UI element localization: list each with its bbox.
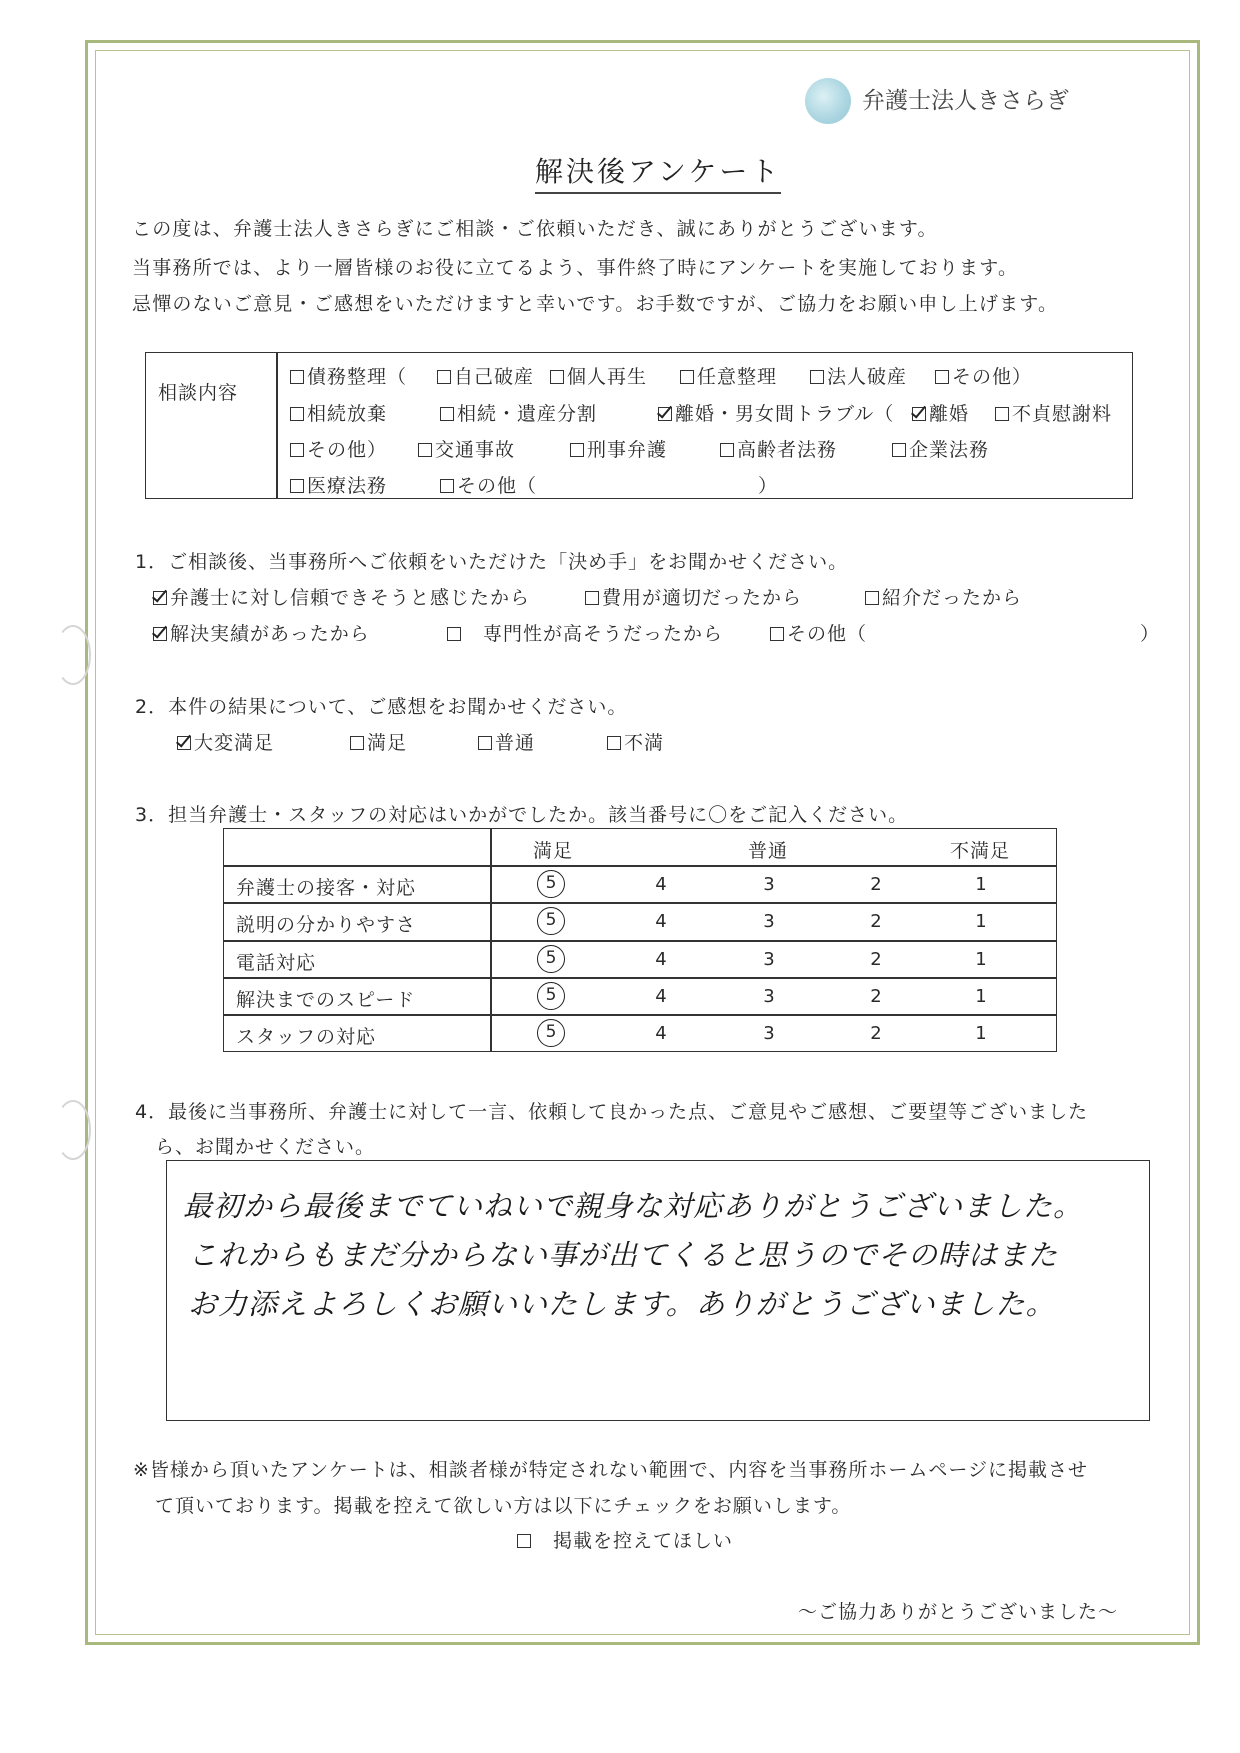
rating-option-selected[interactable]: 5 — [537, 1019, 565, 1047]
consult-option-corporate[interactable]: 企業法務 — [892, 435, 989, 462]
checkbox[interactable] — [770, 627, 784, 641]
checkbox[interactable] — [418, 443, 432, 457]
rating-option[interactable]: 4 — [655, 874, 667, 895]
punch-hole — [55, 625, 91, 685]
checkbox[interactable] — [570, 443, 584, 457]
rating-option[interactable]: 3 — [763, 986, 775, 1007]
consult-option-elderly[interactable]: 高齢者法務 — [720, 435, 837, 462]
rating-option[interactable]: 4 — [655, 1023, 667, 1044]
q1-option-other[interactable]: その他（ — [770, 619, 867, 646]
checkbox[interactable] — [892, 443, 906, 457]
consult-option-bankruptcy[interactable]: 自己破産 — [437, 362, 534, 389]
rating-option[interactable]: 2 — [870, 911, 882, 932]
checkbox[interactable] — [440, 479, 454, 493]
divider — [276, 352, 278, 499]
rating-row-label: 解決までのスピード — [236, 989, 416, 1011]
checkbox[interactable] — [550, 370, 564, 384]
optout-option[interactable]: 掲載を控えてほしい — [517, 1526, 733, 1553]
checkbox[interactable] — [440, 407, 454, 421]
rating-option[interactable]: 1 — [975, 949, 987, 970]
rating-row-label: スタッフの対応 — [236, 1026, 377, 1048]
intro-line: 忌憚のないご意見・ご感想をいただけますと幸いです。お手数ですが、ご協力をお願い申し上げます。 — [132, 293, 1059, 315]
checkbox[interactable] — [290, 443, 304, 457]
checkbox[interactable] — [810, 370, 824, 384]
checkbox[interactable] — [865, 591, 879, 605]
footer-note: ※皆様から頂いたアンケートは、相談者様が特定されない範囲で、内容を当事務所ホームページに掲載させ — [133, 1459, 1089, 1481]
comment-line: お力添えよろしくお願いいたします。ありがとうございました。 — [188, 1287, 1056, 1321]
header-satisfied: 満足 — [533, 840, 574, 862]
rating-option[interactable]: 3 — [763, 874, 775, 895]
checkbox-checked[interactable] — [658, 407, 672, 421]
checkbox[interactable] — [935, 370, 949, 384]
rating-option[interactable]: 1 — [975, 986, 987, 1007]
checkbox[interactable] — [478, 736, 492, 750]
rating-option[interactable]: 1 — [975, 911, 987, 932]
checkbox[interactable] — [290, 407, 304, 421]
firm-name: 弁護士法人きさらぎ — [862, 88, 1069, 114]
divider — [223, 1014, 1057, 1016]
q2-option-neutral[interactable]: 普通 — [478, 728, 535, 755]
q4-question: 4．最後に当事務所、弁護士に対して一言、依頼して良かった点、ご意見やご感想、ご要望等ございました — [135, 1101, 1089, 1123]
firm-logo-icon — [805, 78, 851, 124]
close-paren: ） — [1140, 623, 1161, 645]
q1-option-track-record[interactable]: 解決実績があったから — [153, 619, 370, 646]
rating-option[interactable]: 3 — [763, 949, 775, 970]
rating-option[interactable]: 2 — [870, 986, 882, 1007]
rating-row-label: 弁護士の接客・対応 — [236, 877, 417, 899]
consult-option-corp-bankruptcy[interactable]: 法人破産 — [810, 362, 907, 389]
consult-option-inheritance[interactable]: 相続・遺産分割 — [440, 399, 597, 426]
consult-option-other-family[interactable]: その他） — [290, 435, 387, 462]
q2-question: 2．本件の結果について、ご感想をお聞かせください。 — [135, 696, 628, 718]
rating-option[interactable]: 4 — [655, 911, 667, 932]
checkbox-checked[interactable] — [177, 736, 191, 750]
divider — [223, 940, 1057, 942]
checkbox[interactable] — [585, 591, 599, 605]
close-paren: ） — [758, 475, 779, 497]
rating-row-label: 電話対応 — [236, 952, 317, 974]
checkbox[interactable] — [517, 1534, 531, 1548]
consult-option-debt[interactable]: 債務整理（ — [290, 362, 407, 389]
checkbox[interactable] — [350, 736, 364, 750]
q2-option-satisfied[interactable]: 満足 — [350, 728, 407, 755]
q2-option-dissatisfied[interactable]: 不満 — [607, 728, 664, 755]
rating-option[interactable]: 1 — [975, 1023, 987, 1044]
consult-option-divorce-trouble[interactable]: 離婚・男女間トラブル（ — [658, 399, 894, 426]
q3-question: 3．担当弁護士・スタッフの対応はいかがでしたか。該当番号に〇をご記入ください。 — [135, 804, 909, 826]
header-neutral: 普通 — [748, 840, 789, 862]
divider — [223, 902, 1057, 904]
rating-option[interactable]: 4 — [655, 949, 667, 970]
q1-option-referral[interactable]: 紹介だったから — [865, 583, 1022, 610]
q1-option-expertise[interactable]: 専門性が高そうだったから — [447, 619, 723, 646]
rating-option[interactable]: 1 — [975, 874, 987, 895]
comment-line: これからもまだ分からない事が出てくると思うのでその時はまた — [188, 1238, 1059, 1272]
rating-option[interactable]: 3 — [763, 911, 775, 932]
q2-option-very-satisfied[interactable]: 大変満足 — [177, 728, 274, 755]
consult-option-other[interactable]: その他（ — [440, 471, 537, 498]
consult-option-voluntary[interactable]: 任意整理 — [680, 362, 777, 389]
page-title: 解決後アンケート — [535, 150, 781, 194]
q1-question: 1．ご相談後、当事務所へご依頼をいただけた「決め手」をお聞かせください。 — [135, 551, 849, 573]
header-dissatisfied: 不満足 — [950, 840, 1011, 862]
consult-option-affair[interactable]: 不貞慰謝料 — [995, 399, 1112, 426]
checkbox[interactable] — [437, 370, 451, 384]
rating-option-selected[interactable]: 5 — [537, 982, 565, 1010]
rating-option[interactable]: 4 — [655, 986, 667, 1007]
consult-option-divorce[interactable]: 離婚 — [912, 399, 969, 426]
consult-option-other-debt[interactable]: その他） — [935, 362, 1032, 389]
checkbox[interactable] — [680, 370, 694, 384]
checkbox-checked[interactable] — [153, 627, 167, 641]
punch-hole — [55, 1100, 91, 1160]
rating-option-selected[interactable]: 5 — [537, 945, 565, 973]
divider — [223, 865, 1057, 867]
checkbox[interactable] — [720, 443, 734, 457]
rating-row-label: 説明の分かりやすさ — [236, 914, 417, 936]
checkbox[interactable] — [607, 736, 621, 750]
consult-option-criminal[interactable]: 刑事弁護 — [570, 435, 667, 462]
rating-option-selected[interactable]: 5 — [537, 907, 565, 935]
rating-option[interactable]: 2 — [870, 1023, 882, 1044]
checkbox-checked[interactable] — [912, 407, 926, 421]
rating-option[interactable]: 2 — [870, 874, 882, 895]
consult-option-rehab[interactable]: 個人再生 — [550, 362, 647, 389]
consult-label: 相談内容 — [158, 382, 239, 404]
checkbox[interactable] — [995, 407, 1009, 421]
intro-line: この度は、弁護士法人きさらぎにご相談・ご依頼いただき、誠にありがとうございます。 — [132, 218, 938, 240]
footer-note: て頂いております。掲載を控えて欲しい方は以下にチェックをお願いします。 — [155, 1495, 852, 1517]
checkbox[interactable] — [290, 370, 304, 384]
q1-option-fee[interactable]: 費用が適切だったから — [585, 583, 802, 610]
rating-option[interactable]: 3 — [763, 1023, 775, 1044]
intro-line: 当事務所では、より一層皆様のお役に立てるよう、事件終了時にアンケートを実施しております。 — [132, 257, 1019, 279]
consult-option-medical[interactable]: 医療法務 — [290, 471, 387, 498]
comment-line: 最初から最後までていねいで親身な対応ありがとうございました。 — [183, 1189, 1084, 1223]
rating-option[interactable]: 2 — [870, 949, 882, 970]
consult-option-renounce[interactable]: 相続放棄 — [290, 399, 387, 426]
q4-question: ら、お聞かせください。 — [155, 1136, 376, 1158]
rating-option-selected[interactable]: 5 — [537, 870, 565, 898]
checkbox[interactable] — [447, 627, 461, 641]
divider — [223, 977, 1057, 979]
checkbox-checked[interactable] — [153, 591, 167, 605]
thanks-line: ～ご協力ありがとうございました～ — [798, 1601, 1119, 1623]
consult-option-traffic[interactable]: 交通事故 — [418, 435, 515, 462]
checkbox[interactable] — [290, 479, 304, 493]
q1-option-trust[interactable]: 弁護士に対し信頼できそうと感じたから — [153, 583, 530, 610]
